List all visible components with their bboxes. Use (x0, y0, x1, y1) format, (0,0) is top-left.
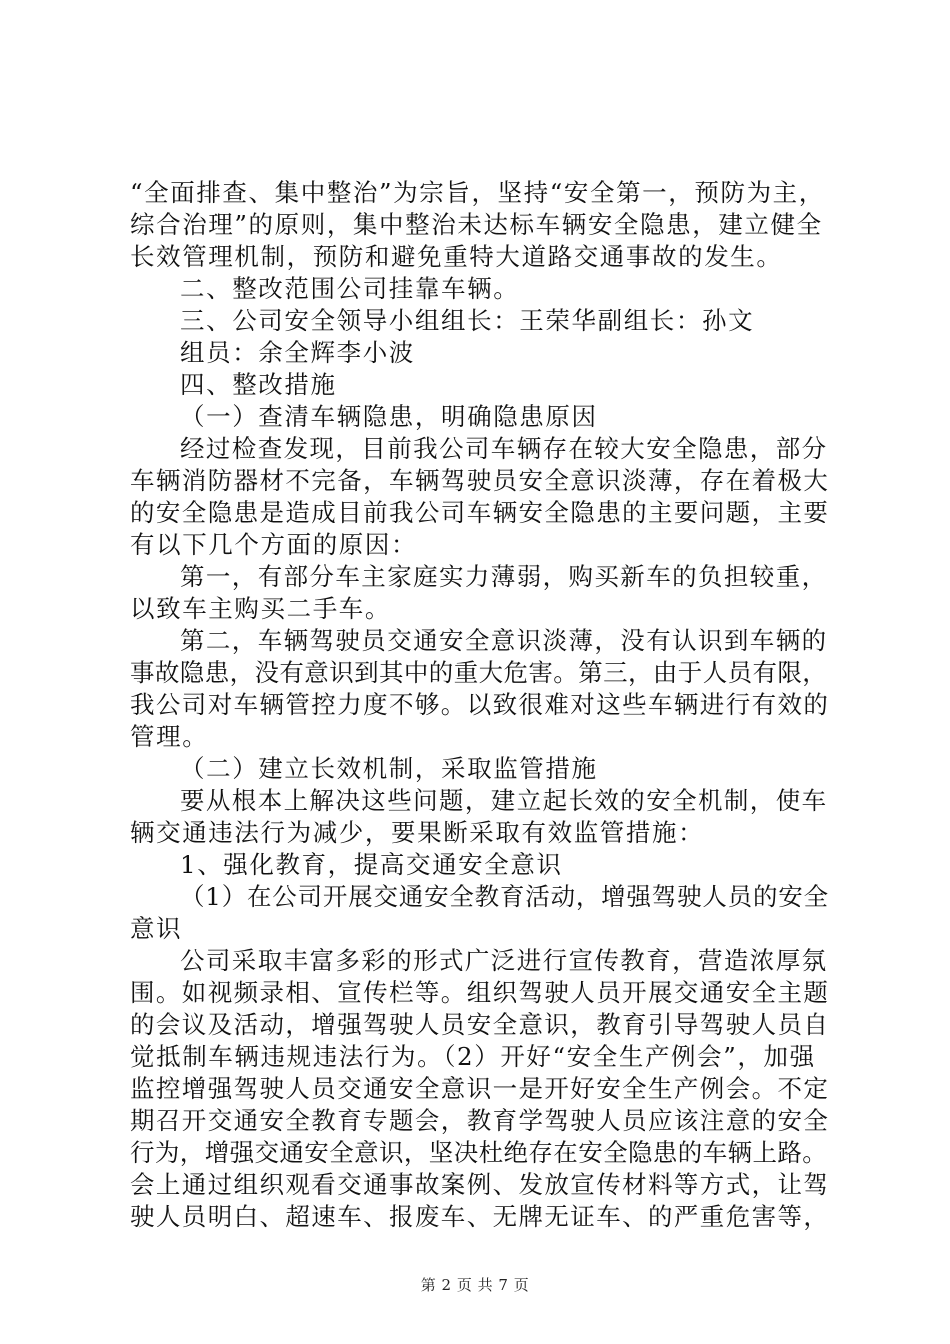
text-line: 我公司对车辆管控力度不够。以致很难对这些车辆进行有效的 (130, 690, 830, 719)
text-line: 围。如视频录相、宣传栏等。组织驾驶人员开展交通安全主题 (130, 978, 830, 1007)
text-line: 经过检查发现，目前我公司车辆存在较大安全隐患，部分 (180, 434, 828, 463)
text-line: 公司采取丰富多彩的形式广泛进行宣传教育，营造浓厚氛 (180, 946, 828, 975)
text-line: 的会议及活动，增强驾驶人员安全意识，教育引导驾驶人员自 (130, 1010, 830, 1039)
text-line: 监控增强驾驶人员交通安全意识一是开好安全生产例会。不定 (130, 1074, 830, 1103)
text-line: 第二，车辆驾驶员交通安全意识淡薄，没有认识到车辆的 (180, 626, 828, 655)
text-line: 要从根本上解决这些问题，建立起长效的安全机制，使车 (180, 786, 828, 815)
text-line: 三、公司安全领导小组组长：王荣华副组长：孙文 (180, 306, 755, 335)
text-line: 辆交通违法行为减少，要果断采取有效监管措施： (130, 818, 705, 847)
text-line: （1）在公司开展交通安全教育活动，增强驾驶人员的安全 (180, 882, 829, 911)
text-line: 车辆消防器材不完备，车辆驾驶员安全意识淡薄，存在着极大 (130, 466, 830, 495)
text-line: 意识 (130, 914, 183, 943)
text-line: 事故隐患，没有意识到其中的重大危害。第三，由于人员有限， (130, 658, 828, 687)
text-line: 驶人员明白、超速车、报废车、无牌无证车、的严重危害等， (130, 1202, 830, 1231)
text-line: 长效管理机制，预防和避免重特大道路交通事故的发生。 (130, 242, 783, 271)
text-line: （二）建立长效机制，采取监管措施 (180, 754, 598, 783)
text-line: 综合治理”的原则，集中整治未达标车辆安全隐患，建立健全 (130, 210, 823, 239)
text-line: 管理。 (130, 722, 209, 751)
text-line: 的安全隐患是造成目前我公司车辆安全隐患的主要问题，主要 (130, 498, 830, 527)
text-line: 二、整改范围公司挂靠车辆。 (180, 274, 520, 303)
text-line: 1、强化教育，提高交通安全意识 (180, 850, 563, 879)
text-line: 觉抵制车辆违规违法行为。（2）开好“安全生产例会”，加强 (130, 1042, 816, 1071)
text-line: 组员：余全辉李小波 (180, 338, 415, 367)
text-line: 有以下几个方面的原因： (130, 530, 418, 559)
text-line: 第一，有部分车主家庭实力薄弱，购买新车的负担较重， (180, 562, 828, 591)
text-line: 以致车主购买二手车。 (130, 594, 391, 623)
text-line: 四、整改措施 (180, 370, 337, 399)
document-body (130, 177, 830, 1233)
page-number-footer: 第 2 页 共 7 页 (420, 1276, 530, 1294)
text-line: 会上通过组织观看交通事故案例、发放宣传材料等方式，让驾 (130, 1170, 830, 1199)
text-line: （一）查清车辆隐患，明确隐患原因 (180, 402, 598, 431)
text-line: 期召开交通安全教育专题会，教育学驾驶人员应该注意的安全 (130, 1106, 830, 1135)
text-line: “全面排查、集中整治”为宗旨，坚持“安全第一，预防为主， (130, 178, 825, 207)
text-line: 行为，增强交通安全意识，坚决杜绝存在安全隐患的车辆上路。 (130, 1138, 828, 1167)
